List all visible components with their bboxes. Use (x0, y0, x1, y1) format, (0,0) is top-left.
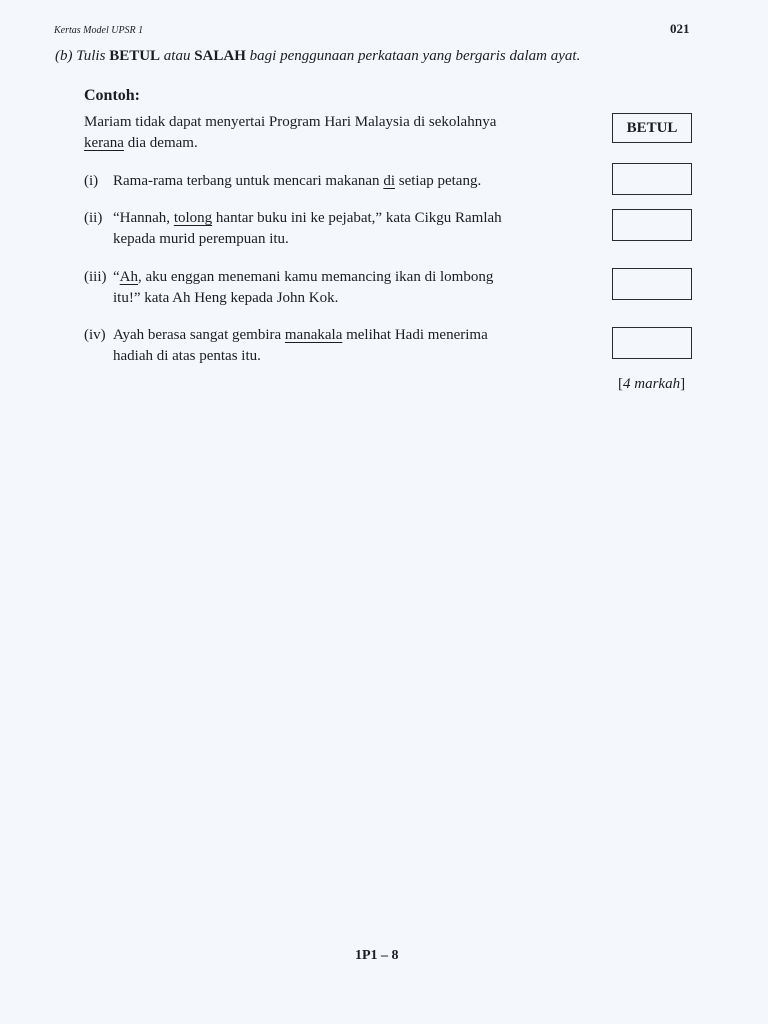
marks-close-bracket: ] (680, 376, 686, 392)
example-sentence (84, 112, 496, 154)
question-iii-number: (iii) (84, 269, 107, 285)
question-ii-number: (ii) (84, 210, 103, 226)
question-i-line-1 (84, 171, 481, 192)
question-instruction (55, 48, 580, 65)
paper-title: Kertas Model UPSR 1 (54, 25, 144, 36)
question-i-before: Rama-rama terbang untuk mencari makanan (113, 173, 384, 189)
question-ii (84, 208, 502, 250)
example-line-2 (84, 133, 496, 154)
example-answer-box: BETUL (612, 113, 692, 143)
question-iii-before: “ (113, 269, 120, 285)
question-iv-before: Ayah berasa sangat gembira (113, 327, 285, 343)
question-iii-after: , aku enggan menemani kamu memancing ikan di lombong (138, 269, 494, 285)
question-iii-underlined-word: Ah (119, 269, 139, 285)
paper-code: 021 (670, 21, 690, 36)
answer-box-i[interactable] (612, 163, 692, 195)
question-i-number: (i) (84, 173, 99, 189)
question-iv-underlined-word: manakala (284, 327, 343, 343)
instruction-prefix: (b) Tulis (55, 48, 110, 64)
question-iv-line-1 (84, 325, 488, 346)
question-i (84, 171, 481, 192)
question-ii-after: hantar buku ini ke pejabat,” kata Cikgu Ramlah (212, 210, 502, 226)
example-underlined-word: kerana (84, 135, 124, 151)
marks-text: 4 markah (623, 376, 681, 392)
question-ii-before: “Hannah, (113, 210, 174, 226)
marks-open-bracket: [ (618, 376, 623, 392)
answer-box-iv[interactable] (612, 327, 692, 359)
instruction-suffix: bagi penggunaan perkataan yang bergaris dalam ayat. (245, 48, 581, 64)
example-label: Contoh: (84, 87, 141, 104)
question-iii (84, 267, 493, 309)
instruction-word-salah: SALAH (194, 48, 246, 64)
question-iii-line-1 (84, 267, 493, 288)
question-iii-line-2: itu!” kata Ah Heng kepada John Kok. (113, 290, 339, 306)
question-i-underlined-word: di (383, 173, 395, 189)
question-ii-underlined-word: tolong (173, 210, 213, 226)
example-line-2-rest: dia demam. (123, 135, 198, 151)
example-line-1: Mariam tidak dapat menyertai Program Hari Malaysia di sekolahnya (84, 114, 497, 130)
instruction-word-betul: BETUL (109, 48, 161, 64)
page-number: 1P1 – 8 (355, 948, 399, 963)
question-iv-after: melihat Hadi menerima (342, 327, 488, 343)
answer-box-ii[interactable] (612, 209, 692, 241)
question-i-after: setiap petang. (394, 173, 482, 189)
answer-box-iii[interactable] (612, 268, 692, 300)
question-iv-number: (iv) (84, 327, 106, 343)
question-iv (84, 325, 488, 367)
question-iv-line-2: hadiah di atas pentas itu. (113, 348, 261, 364)
question-ii-line-1 (84, 208, 502, 229)
instruction-mid: atau (160, 48, 195, 64)
marks-allocation (618, 376, 685, 393)
question-ii-line-2: kepada murid perempuan itu. (113, 231, 289, 247)
